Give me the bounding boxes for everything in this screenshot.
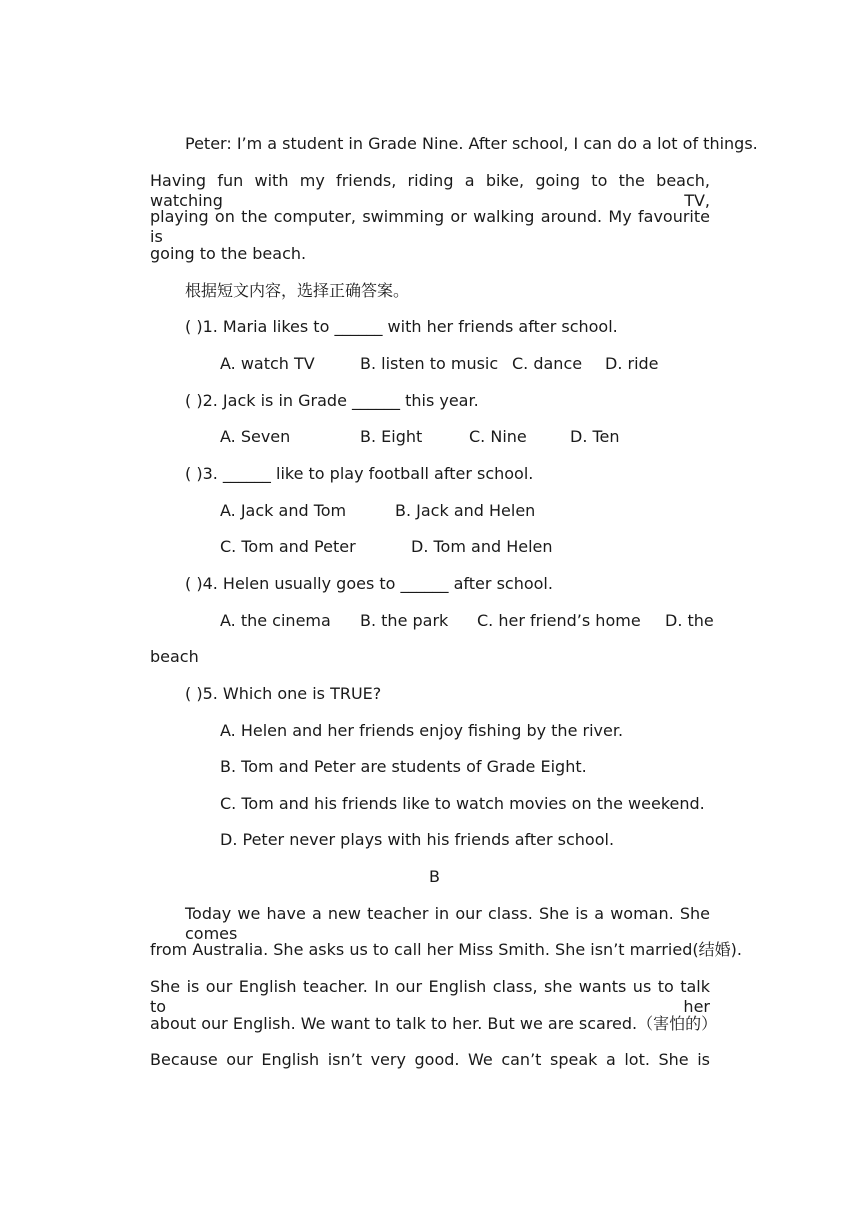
instruction: 根据短文内容，选择正确答案。: [185, 281, 410, 300]
passage-b-line-4: about our English. We want to talk to her. But we are scared.（害怕的）: [150, 1014, 718, 1033]
question-2-stem: ( )2. Jack is in Grade ______ this year.: [185, 391, 479, 410]
question-4-option-a: A. the cinema: [220, 611, 331, 630]
question-4-option-d: D. the: [665, 611, 714, 630]
question-4-option-d-wrap: beach: [150, 647, 199, 666]
passage-b-line-1: Today we have a new teacher in our class. She is a woman. She comes: [185, 904, 710, 943]
question-3-option-c: C. Tom and Peter: [220, 537, 356, 556]
passage-b-line-5: Because our English isn’t very good. We can’t speak a lot. She is: [150, 1050, 710, 1069]
question-5-stem: ( )5. Which one is TRUE?: [185, 684, 382, 703]
question-3-option-b: B. Jack and Helen: [395, 501, 536, 520]
question-3-option-a: A. Jack and Tom: [220, 501, 347, 520]
passage-b-line-2: from Australia. She asks us to call her Miss Smith. She isn’t married(结婚).: [150, 940, 742, 959]
question-4-option-b: B. the park: [360, 611, 449, 630]
question-2-option-b: B. Eight: [360, 427, 423, 446]
question-1-option-a: A. watch TV: [220, 354, 315, 373]
question-4-option-c: C. her friend’s home: [477, 611, 641, 630]
passage-a-line-1: Peter: I’m a student in Grade Nine. After school, I can do a lot of things.: [185, 134, 758, 153]
question-2-option-d: D. Ten: [570, 427, 620, 446]
question-3-stem: ( )3. ______ like to play football after school.: [185, 464, 534, 483]
question-5-option-d: D. Peter never plays with his friends after school.: [220, 830, 615, 849]
question-1-option-c: C. dance: [512, 354, 583, 373]
question-5-option-a: A. Helen and her friends enjoy fishing by the river.: [220, 721, 624, 740]
question-1-stem: ( )1. Maria likes to ______ with her friends after school.: [185, 317, 618, 336]
question-3-option-d: D. Tom and Helen: [411, 537, 553, 556]
question-5-option-b: B. Tom and Peter are students of Grade Eight.: [220, 757, 587, 776]
question-1-option-d: D. ride: [605, 354, 659, 373]
section-b-heading: B: [429, 867, 440, 886]
question-5-option-c: C. Tom and his friends like to watch movies on the weekend.: [220, 794, 705, 813]
passage-b-line-3: She is our English teacher. In our English class, she wants us to talk to her: [150, 977, 710, 1016]
passage-a-line-4: going to the beach.: [150, 244, 307, 263]
question-4-stem: ( )4. Helen usually goes to ______ after school.: [185, 574, 553, 593]
passage-a-line-3: playing on the computer, swimming or walking around. My favourite is: [150, 207, 710, 246]
question-1-option-b: B. listen to music: [360, 354, 499, 373]
question-2-option-c: C. Nine: [469, 427, 527, 446]
question-2-option-a: A. Seven: [220, 427, 291, 446]
passage-a-line-2: Having fun with my friends, riding a bike, going to the beach, watching TV,: [150, 171, 710, 210]
